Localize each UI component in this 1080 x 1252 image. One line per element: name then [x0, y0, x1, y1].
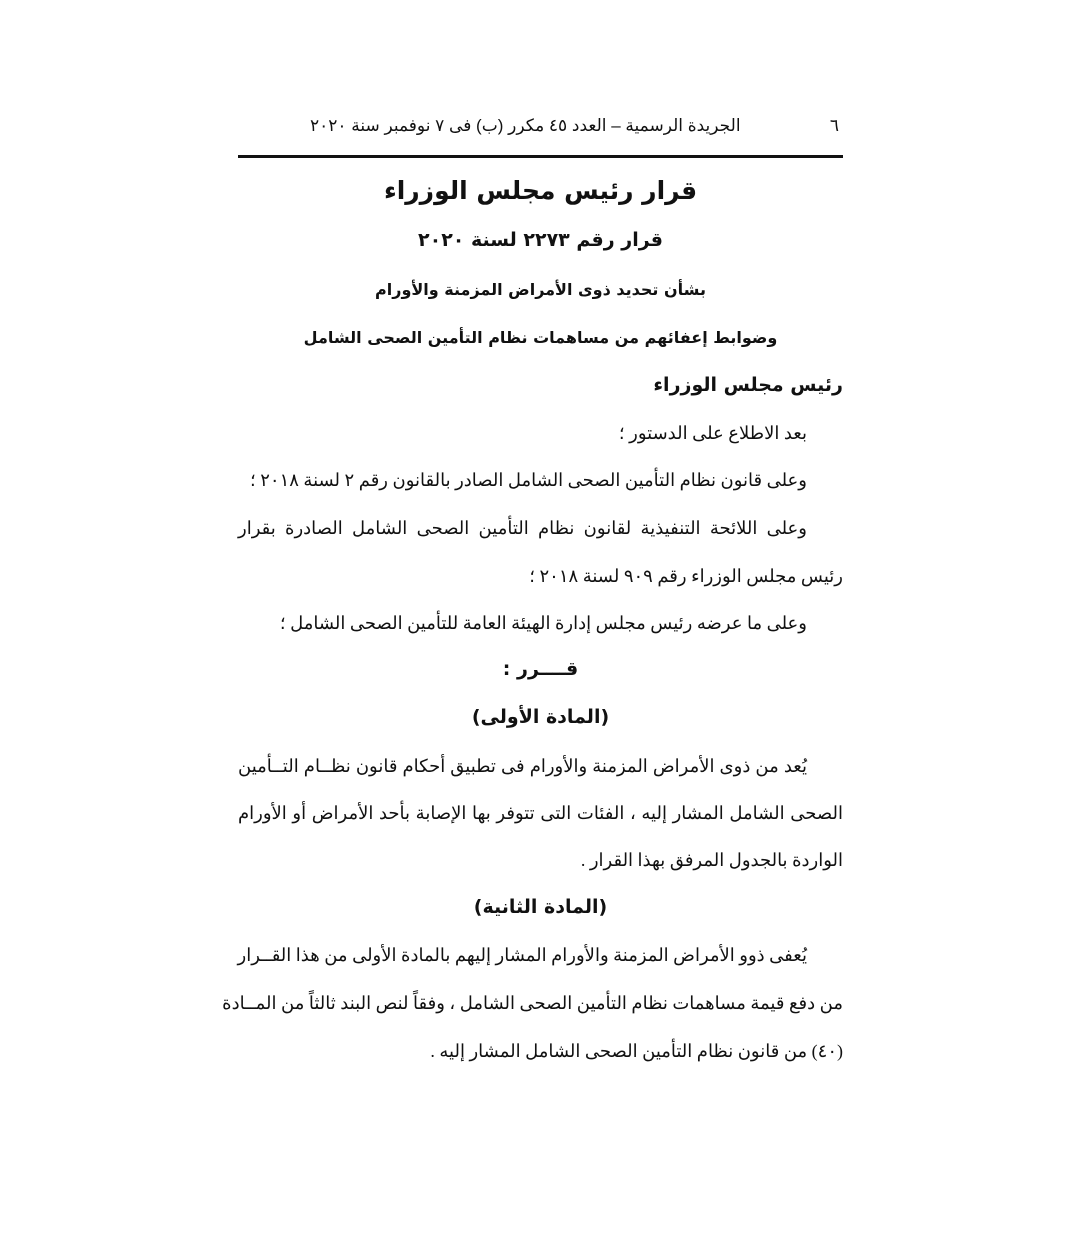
decree-title: قرار رئيس مجلس الوزراء: [383, 176, 698, 205]
preamble-line: بعد الاطلاع على الدستور ؛: [618, 423, 807, 443]
decree-number: قرار رقم ٢٢٧٣ لسنة ٢٠٢٠: [418, 229, 663, 251]
decided-heading: قــــرر :: [502, 658, 579, 680]
preamble-line: رئيس مجلس الوزراء رقم ٩٠٩ لسنة ٢٠١٨ ؛: [529, 566, 843, 586]
preamble-line: وعلى اللائحة التنفيذية لقانون نظام التأمين الصحى الشامل الصادرة بقرار: [238, 518, 807, 538]
article-2-line: (٤٠) من قانون نظام التأمين الصحى الشامل المشار إليه .: [430, 1041, 843, 1061]
issuer-heading: رئيس مجلس الوزراء: [653, 374, 843, 396]
article-1-line: الواردة بالجدول المرفق بهذا القرار .: [580, 850, 843, 870]
decree-subject-line-1: بشأن تحديد ذوى الأمراض المزمنة والأورام: [375, 280, 706, 299]
preamble-line: وعلى قانون نظام التأمين الصحى الشامل الصادر بالقانون رقم ٢ لسنة ٢٠١٨ ؛: [250, 470, 807, 490]
gazette-issue-title: الجريدة الرسمية – العدد ٤٥ مكرر (ب) فى ٧ نوفمبر سنة ٢٠٢٠: [310, 116, 741, 135]
page-number: ٦: [829, 116, 839, 135]
article-2-heading: (المادة الثانية): [473, 896, 608, 918]
article-2-line: يُعفى ذوو الأمراض المزمنة والأورام المشار إليهم بالمادة الأولى من هذا القــرار: [237, 945, 807, 965]
article-1-line: الصحى الشامل المشار إليه ، الفئات التى تتوفر بها الإصابة بأحد الأمراض أو الأورام: [238, 803, 843, 823]
article-2-line: من دفع قيمة مساهمات نظام التأمين الصحى الشامل ، وفقاً لنص البند ثالثاً من المــادة: [222, 993, 843, 1013]
decree-subject-line-2: وضوابط إعفائهم من مساهمات نظام التأمين الصحى الشامل: [303, 328, 778, 347]
running-header: [238, 116, 843, 144]
preamble-line: وعلى ما عرضه رئيس مجلس إدارة الهيئة العامة للتأمين الصحى الشامل ؛: [279, 613, 807, 633]
article-1-line: يُعد من ذوى الأمراض المزمنة والأورام فى تطبيق أحكام قانون نظــام التــأمين: [238, 756, 807, 776]
article-1-heading: (المادة الأولى): [471, 706, 610, 728]
header-rule: [238, 155, 843, 158]
gazette-page: [222, 0, 843, 1252]
